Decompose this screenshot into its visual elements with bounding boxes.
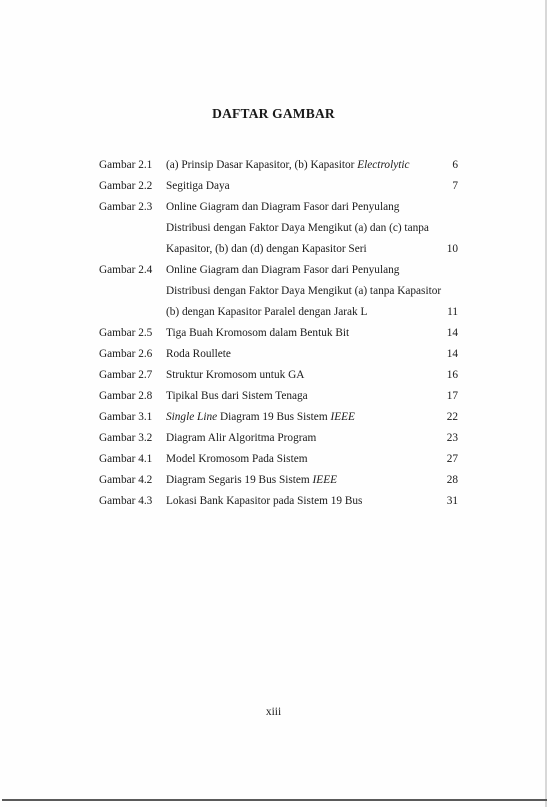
figure-label: Gambar 2.5	[99, 327, 153, 339]
figure-caption	[166, 260, 399, 280]
figure-caption	[166, 302, 367, 322]
figure-entry-line	[0, 365, 547, 385]
figure-label: Gambar 2.1	[99, 159, 153, 171]
figure-caption	[166, 344, 231, 364]
figure-caption	[166, 428, 316, 448]
caption-text: Online Giagram dan Diagram Fasor dari Penyulang	[166, 264, 400, 276]
caption-text: Segitiga Daya	[166, 180, 230, 192]
figure-caption	[166, 197, 399, 217]
figure-caption	[166, 365, 304, 385]
caption-text: Distribusi dengan Faktor Daya Mengikut (a) tanpa Kapasitor	[166, 285, 442, 297]
figure-page-number: 16	[446, 369, 458, 381]
caption-text: (a) Prinsip Dasar Kapasitor, (b) Kapasitor	[166, 159, 358, 171]
caption-text: Tiga Buah Kromosom dalam Bentuk Bit	[166, 327, 350, 339]
caption-text: Diagram 19 Bus Sistem	[217, 411, 331, 423]
figure-page-number: 14	[446, 327, 458, 339]
figure-caption	[166, 281, 441, 301]
figure-entry-line	[0, 155, 547, 175]
caption-text: Tipikal Bus dari Sistem Tenaga	[166, 390, 308, 402]
figure-caption	[166, 470, 337, 490]
figure-page-number: 6	[452, 159, 458, 171]
caption-text: Model Kromosom Pada Sistem	[166, 453, 308, 465]
page-title: DAFTAR GAMBAR	[212, 106, 335, 121]
figure-page-number: 7	[452, 180, 458, 192]
figure-entry-line	[0, 197, 547, 217]
caption-text: Kapasitor, (b) dan (d) dengan Kapasitor Seri	[166, 243, 367, 255]
figure-caption	[166, 386, 308, 406]
figure-label: Gambar 4.1	[99, 453, 153, 465]
caption-text: Distribusi dengan Faktor Daya Mengikut (a) dan (c) tanpa	[166, 222, 429, 234]
figure-label: Gambar 2.8	[99, 390, 153, 402]
figure-entry-line	[0, 470, 547, 490]
figure-page-number: 22	[446, 411, 458, 423]
caption-text: Lokasi Bank Kapasitor pada Sistem 19 Bus	[166, 495, 363, 507]
figure-page-number: 28	[446, 474, 458, 486]
figure-entry-line	[0, 386, 547, 406]
figure-caption	[166, 155, 410, 175]
figure-entry-line	[0, 344, 547, 364]
caption-italic-text: Single Line	[166, 411, 218, 423]
figure-label: Gambar 4.2	[99, 474, 153, 486]
caption-text: (b) dengan Kapasitor Paralel dengan Jarak L	[166, 306, 368, 318]
figure-page-number: 11	[447, 306, 458, 318]
figure-page-number: 14	[446, 348, 458, 360]
caption-italic-text: IEEE	[330, 411, 355, 423]
figure-entry-line	[0, 260, 547, 280]
figure-entry-line	[0, 218, 547, 238]
figure-page-number: 27	[446, 453, 458, 465]
figure-label: Gambar 2.2	[99, 180, 153, 192]
figure-entry-line	[0, 239, 547, 259]
figure-entry-line	[0, 449, 547, 469]
figure-label: Gambar 2.7	[99, 369, 153, 381]
figure-caption	[166, 323, 349, 343]
caption-text: Diagram Segaris 19 Bus Sistem	[166, 474, 313, 486]
figure-page-number: 17	[446, 390, 458, 402]
figure-label: Gambar 2.3	[99, 201, 153, 213]
figure-label: Gambar 4.3	[99, 495, 153, 507]
figure-page-number: 10	[446, 243, 458, 255]
figure-label: Gambar 3.2	[99, 432, 153, 444]
figure-entry-line	[0, 302, 547, 322]
caption-italic-text: Electrolytic	[357, 159, 410, 171]
figure-entry-line	[0, 407, 547, 427]
caption-text: Online Giagram dan Diagram Fasor dari Penyulang	[166, 201, 400, 213]
figure-caption	[166, 449, 308, 469]
caption-italic-text: IEEE	[312, 474, 338, 486]
figure-entry-line	[0, 323, 547, 343]
page-edge-bottom	[2, 799, 547, 801]
figure-label: Gambar 2.4	[99, 264, 153, 276]
caption-text: Diagram Alir Algoritma Program	[166, 432, 317, 444]
figure-label: Gambar 3.1	[99, 411, 153, 423]
figure-page-number: 23	[446, 432, 458, 444]
figure-entry-line	[0, 428, 547, 448]
figure-caption	[166, 491, 362, 511]
figure-entry-line	[0, 281, 547, 301]
figure-caption	[166, 218, 429, 238]
figure-caption	[166, 176, 230, 196]
figure-caption	[166, 239, 367, 259]
figure-page-number: 31	[446, 495, 458, 507]
figure-label: Gambar 2.6	[99, 348, 153, 360]
caption-text: Struktur Kromosom untuk GA	[166, 369, 305, 381]
figure-entry-line	[0, 176, 547, 196]
page-number: xiii	[265, 706, 282, 718]
figure-caption	[166, 407, 355, 427]
caption-text: Roda Roullete	[166, 348, 231, 360]
figure-entry-line	[0, 491, 547, 511]
